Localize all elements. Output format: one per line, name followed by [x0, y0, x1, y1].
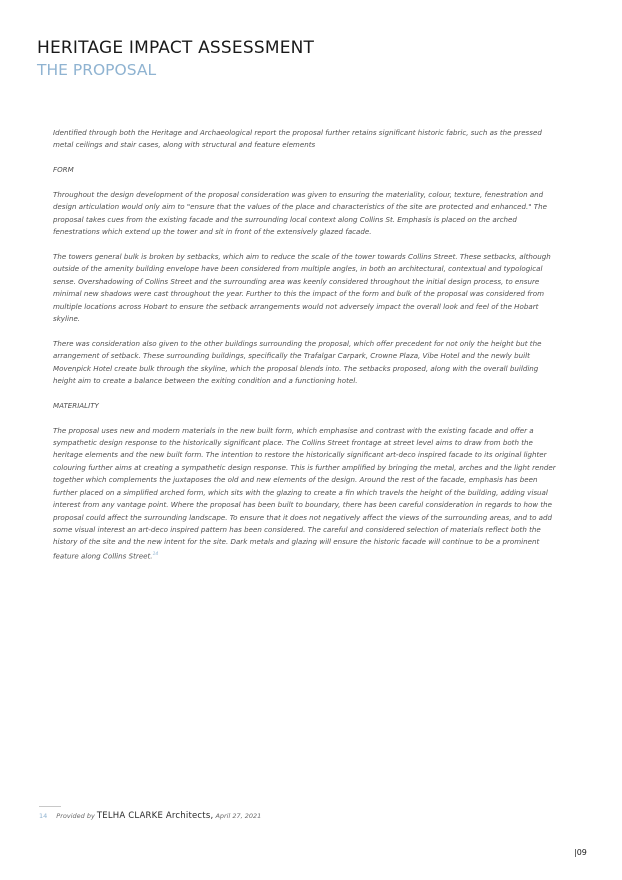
footnote: [39, 811, 261, 821]
materiality-paragraph-text: The proposal uses new and modern materials in the new built form, which emphasise and contrast with the existing facade and offer a sympathetic design response to the historically significant place. The Collins Street frontage at street level aims to draw from both the heritage elements and the new built form. The intention to restore the historically significant art-deco inspired facade to its original lighter colouring further aims at creating a sympathetic design response. This is further amplified by bringing the metal, arches and the light render together which complements the juxtaposes the old and new elements of the design. Around the rest of the facade, emphasis has been further placed on a simplified arched form, which sits with the glazing to create a fin which travels the height of the building, adding visual interest from any vantage point. Where the proposal has been built to boundary, there has been careful consideration in regards to how the proposal could affect the surrounding landscape. To ensure that it does not negatively affect the views of the surrounding areas, and to add some visual interest an art-deco inspired pattern has been considered. The careful and considered selection of materials reflect both the history of the site and the new intent for the site. Dark metals and glazing will ensure the historic facade will continue to be a prominent feature along Collins Street.: [53, 425, 556, 561]
page-number: |09: [574, 848, 587, 857]
footnote-number: 14: [39, 812, 48, 820]
form-paragraph-2: The towers general bulk is broken by setbacks, which aim to reduce the scale of the tower towards Collins Street. These setbacks, although outside of the amenity building envelope have been considered from multiple angles, in both an architectural, contextual and typological sense. Overshadowing of Collins Street and the surrounding area was keenly considered throughout the initial design process, to ensure minimal new shadows were cast throughout the year. Further to this the impact of the form and bulk of the proposal was considered from multiple locations across Hobart to ensure the setback arrangements would not adversely impact the overall look and feel of the Hobart skyline.: [53, 252, 551, 324]
materiality-heading: MATERIALITY: [53, 400, 99, 410]
footnote-prefix: Provided by: [56, 812, 95, 820]
form-paragraph-1: Throughout the design development of the proposal consideration was given to ensuring the materiality, colour, texture, fenestration and design articulation would only aim to "ensure that the values of the place and characteristics of the site are protected and enhanced." The proposal takes cues from the existing facade and the surrounding local context along Collins St. Emphasis is placed on the arched fenestrations which extend up the tower and sit in front of the extensively glazed facade.: [53, 190, 547, 237]
footnote-reference-marker: 14: [152, 551, 159, 557]
footnote-date: April 27, 2021: [215, 812, 262, 820]
form-paragraph-3: There was consideration also given to the other buildings surrounding the proposal, which offer precedent for not only the height but the arrangement of setback. These surrounding buildings, specifically the Trafalgar Carpark, Crowne Plaza, Vibe Hotel and the newly built Movenpick Hotel create bulk through the skyline, which the proposal blends into. The setbacks proposed, along with the overall building height aim to create a balance between the exiting condition and a functioning hotel.: [53, 338, 542, 386]
page-title: HERITAGE IMPACT ASSESSMENT: [37, 38, 315, 58]
footnote-firm: TELHA CLARKE Architects,: [96, 811, 214, 821]
materiality-paragraph: [53, 425, 562, 563]
intro-paragraph: Identified through both the Heritage and Archaeological report the proposal further retains significant historic fabric, such as the pressed metal ceilings and stair cases, along with structural and feature elements: [53, 128, 542, 150]
form-heading: FORM: [53, 165, 74, 175]
page-subtitle: THE PROPOSAL: [37, 61, 157, 79]
body-content: [53, 127, 562, 575]
footnote-divider: [39, 806, 61, 807]
